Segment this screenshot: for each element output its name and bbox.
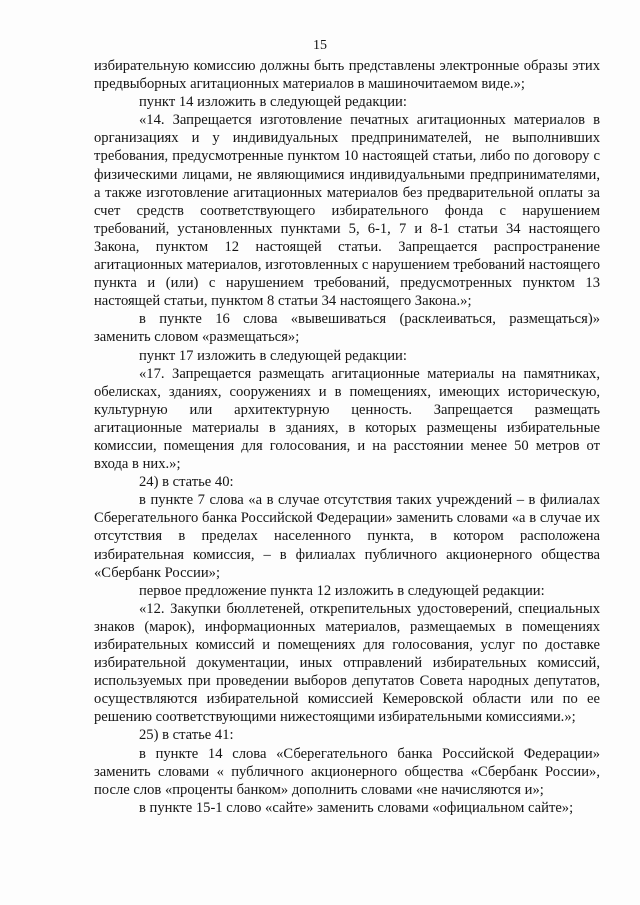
paragraph: в пункте 15-1 слово «сайте» заменить словами «официальном сайте»; bbox=[139, 799, 574, 816]
paragraph: 25) в статье 41: bbox=[139, 727, 234, 744]
paragraph: в пункте 7 слова «а в случае отсутствия таких учреждений – в филиалах Сберегательного банка Российской Федерации» заменить словами «а в случае их отсутствия в пределах населенного пункта, в котором расположена избирательная комиссия, – в филиалах публичного акционерного общества «Сбербанк России»; bbox=[94, 492, 600, 581]
page-number: 15 bbox=[313, 38, 327, 53]
paragraph: пункт 17 изложить в следующей редакции: bbox=[139, 347, 407, 364]
paragraph: в пункте 14 слова «Сберегательного банка Российской Федерации» заменить словами « публичного акционерного общества «Сбербанк России», после слов «проценты банком» дополнить словами «не начисляются и»; bbox=[94, 745, 600, 798]
paragraph: «12. Закупки бюллетеней, открепительных удостоверений, специальных знаков (марок), информационных материалов, размещаемых в помещениях избирательных комиссий и помещениях для голосования, услуг по доставке избирательной документации, иных отправлений избирательных комиссий, используемых при проведении выборов депутатов Совета народных депутатов, осуществляются избирательной комиссией Кемеровской области или по ее решению соответствующими нижестоящими избирательными комиссиями.»; bbox=[94, 600, 600, 726]
paragraph: «14. Запрещается изготовление печатных агитационных материалов в организациях и у индивидуальных предпринимателей, не выполнивших требования, предусмотренные пунктом 10 настоящей статьи, либо по договору с физическими лицами, не являющимися индивидуальными предпринимателями, а также изготовление агитационных материалов без предварительной оплаты за счет средств соответствующего избирательного фонда с нарушением требований, установленных пунктами 5, 6-1, 7 и 8-1 статьи 34 настоящего Закона, пунктом 12 настоящей статьи. Запрещается распространение агитационных материалов, изготовленных с нарушением требований настоящего пункта и (или) с нарушением требований, предусмотренных пунктом 13 настоящей статьи, пунктом 8 статьи 34 настоящего Закона.»; bbox=[94, 112, 600, 310]
paragraph: пункт 14 изложить в следующей редакции: bbox=[139, 94, 407, 111]
paragraph: первое предложение пункта 12 изложить в следующей редакции: bbox=[139, 582, 545, 599]
paragraph: 24) в статье 40: bbox=[139, 474, 234, 491]
paragraph: «17. Запрещается размещать агитационные материалы на памятниках, обелисках, зданиях, сооружениях и в помещениях, имеющих историческую, культурную или архитектурную ценность. Запрещается размещать агитационные материалы в зданиях, в которых размещены избирательные комиссии, помещения для голосования, и на расстоянии менее 50 метров от входа в них.»; bbox=[94, 365, 600, 473]
document-body bbox=[94, 57, 600, 817]
paragraph: избирательную комиссию должны быть представлены электронные образы этих предвыборных агитационных материалов в машиночитаемом виде.»; bbox=[94, 58, 600, 93]
paragraph: в пункте 16 слова «вывешиваться (расклеиваться, размещаться)» заменить словом «размещаться»; bbox=[94, 311, 600, 346]
